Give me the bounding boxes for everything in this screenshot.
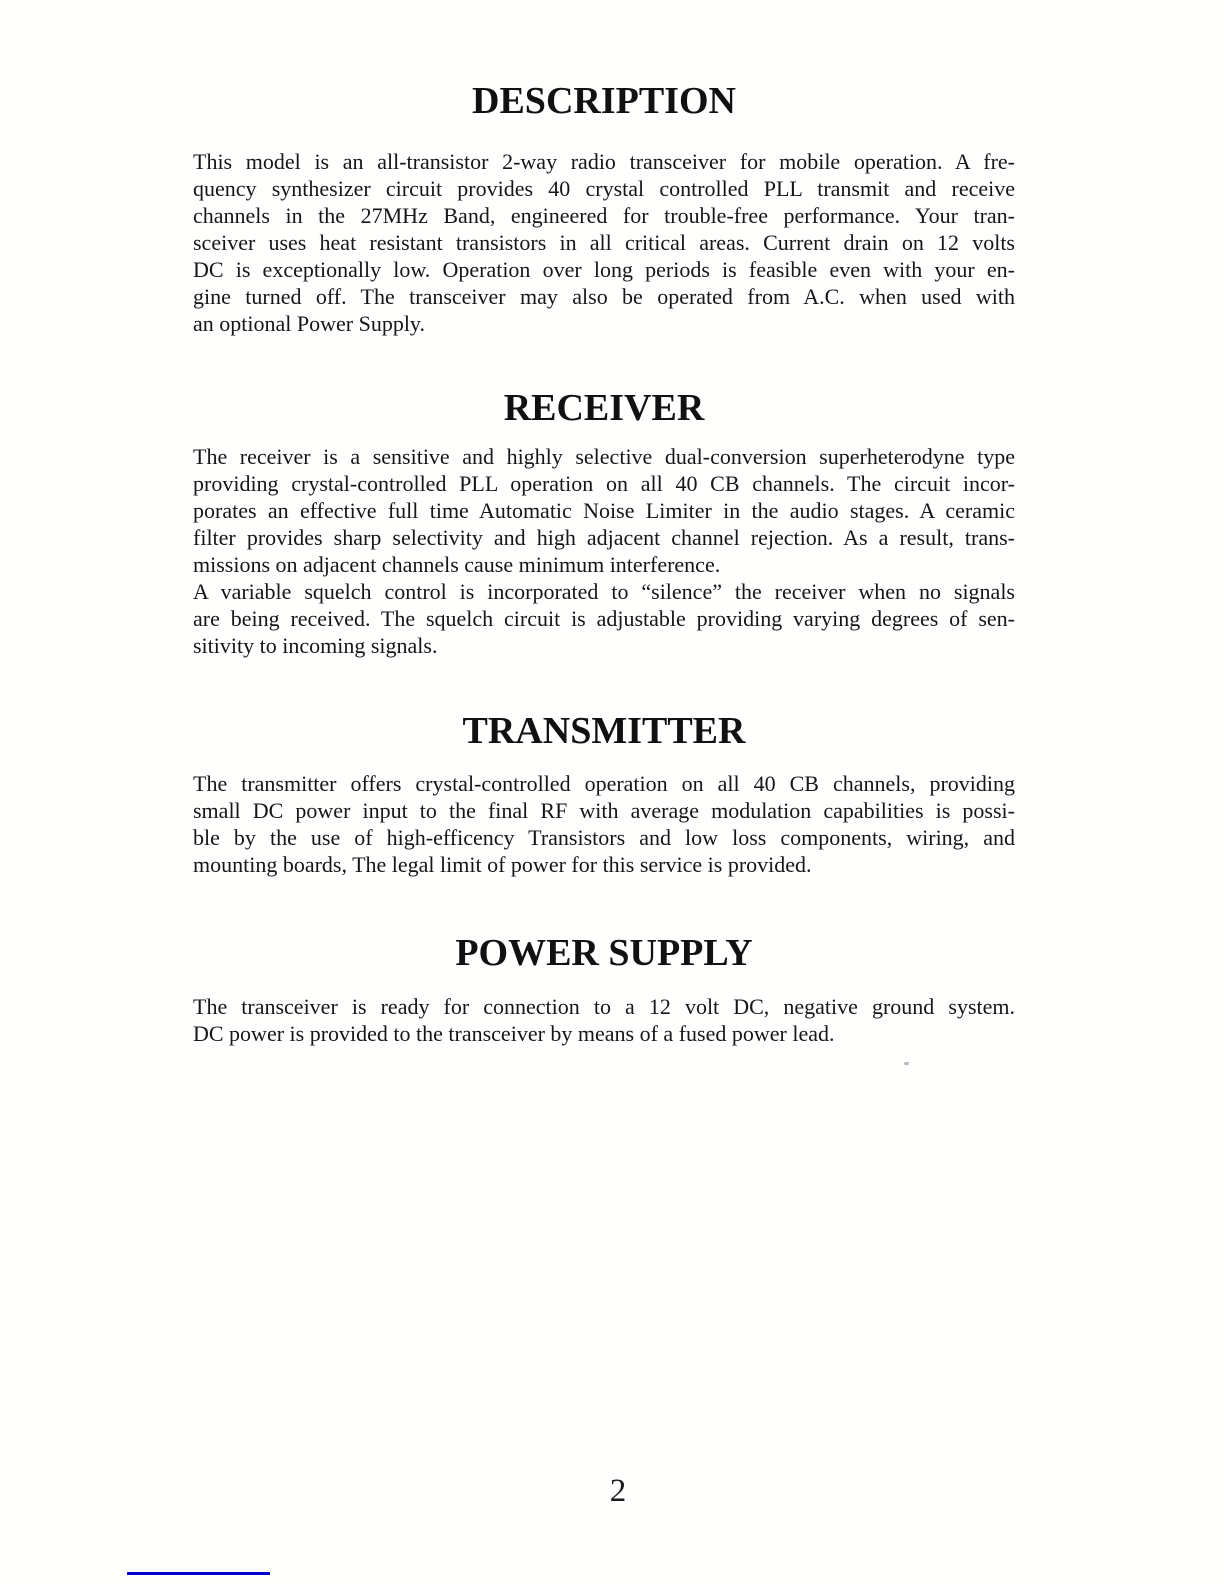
text-line: This model is an all-transistor 2-way radio transceiver for mobile operation. A fre- — [193, 149, 1015, 174]
section-transmitter — [193, 710, 1015, 878]
text-line: The transceiver is ready for connection to a 12 volt DC, negative ground system. — [193, 994, 1015, 1019]
document-content — [193, 80, 1015, 1047]
page-number: 2 — [609, 1473, 627, 1509]
text-line: DC power is provided to the transceiver by means of a fused power lead. — [193, 1021, 835, 1046]
text-line: mounting boards, The legal limit of power for this service is provided. — [193, 852, 812, 877]
text-line: filter provides sharp selectivity and high adjacent channel rejection. As a result, trans- — [193, 525, 1015, 550]
text-line: sceiver uses heat resistant transistors in all critical areas. Current drain on 12 volts — [193, 230, 1015, 255]
section-heading: POWER SUPPLY — [455, 932, 753, 974]
paragraph — [193, 578, 1015, 659]
text-line: The receiver is a sensitive and highly selective dual-conversion superheterodyne type — [193, 444, 1015, 469]
section-heading: DESCRIPTION — [472, 80, 736, 122]
section-heading: RECEIVER — [503, 387, 705, 429]
section-description — [193, 80, 1015, 337]
section-power-supply — [193, 932, 1015, 1047]
text-line: missions on adjacent channels cause minimum interference. — [193, 552, 721, 577]
text-line: sitivity to incoming signals. — [193, 633, 438, 658]
text-line: porates an effective full time Automatic Noise Limiter in the audio stages. A ceramic — [193, 498, 1015, 523]
section-receiver — [193, 387, 1015, 659]
text-line: providing crystal-controlled PLL operation on all 40 CB channels. The circuit incor- — [193, 471, 1015, 496]
text-line: small DC power input to the final RF with average modulation capabilities is possi- — [193, 798, 1015, 823]
paragraph — [193, 993, 1015, 1047]
text-line: gine turned off. The transceiver may also be operated from A.C. when used with — [193, 284, 1015, 309]
text-line: quency synthesizer circuit provides 40 crystal controlled PLL transmit and receive — [193, 176, 1015, 201]
scan-artifact-blue-underline — [127, 1572, 270, 1575]
text-line: are being received. The squelch circuit is adjustable providing varying degrees of sen- — [193, 606, 1015, 631]
section-heading: TRANSMITTER — [462, 710, 746, 752]
text-line: ble by the use of high-efficency Transistors and low loss components, wiring, and — [193, 825, 1015, 850]
text-line: an optional Power Supply. — [193, 311, 425, 336]
paragraph — [193, 443, 1015, 578]
text-line: channels in the 27MHz Band, engineered for trouble-free performance. Your tran- — [193, 203, 1015, 228]
text-line: DC is exceptionally low. Operation over long periods is feasible even with your en- — [193, 257, 1015, 282]
paragraph — [193, 148, 1015, 337]
paragraph — [193, 770, 1015, 878]
text-line: A variable squelch control is incorporated to “silence” the receiver when no signals — [193, 579, 1015, 604]
scan-speck-artifact — [904, 1062, 909, 1065]
text-line: The transmitter offers crystal-controlled operation on all 40 CB channels, providing — [193, 771, 1015, 796]
